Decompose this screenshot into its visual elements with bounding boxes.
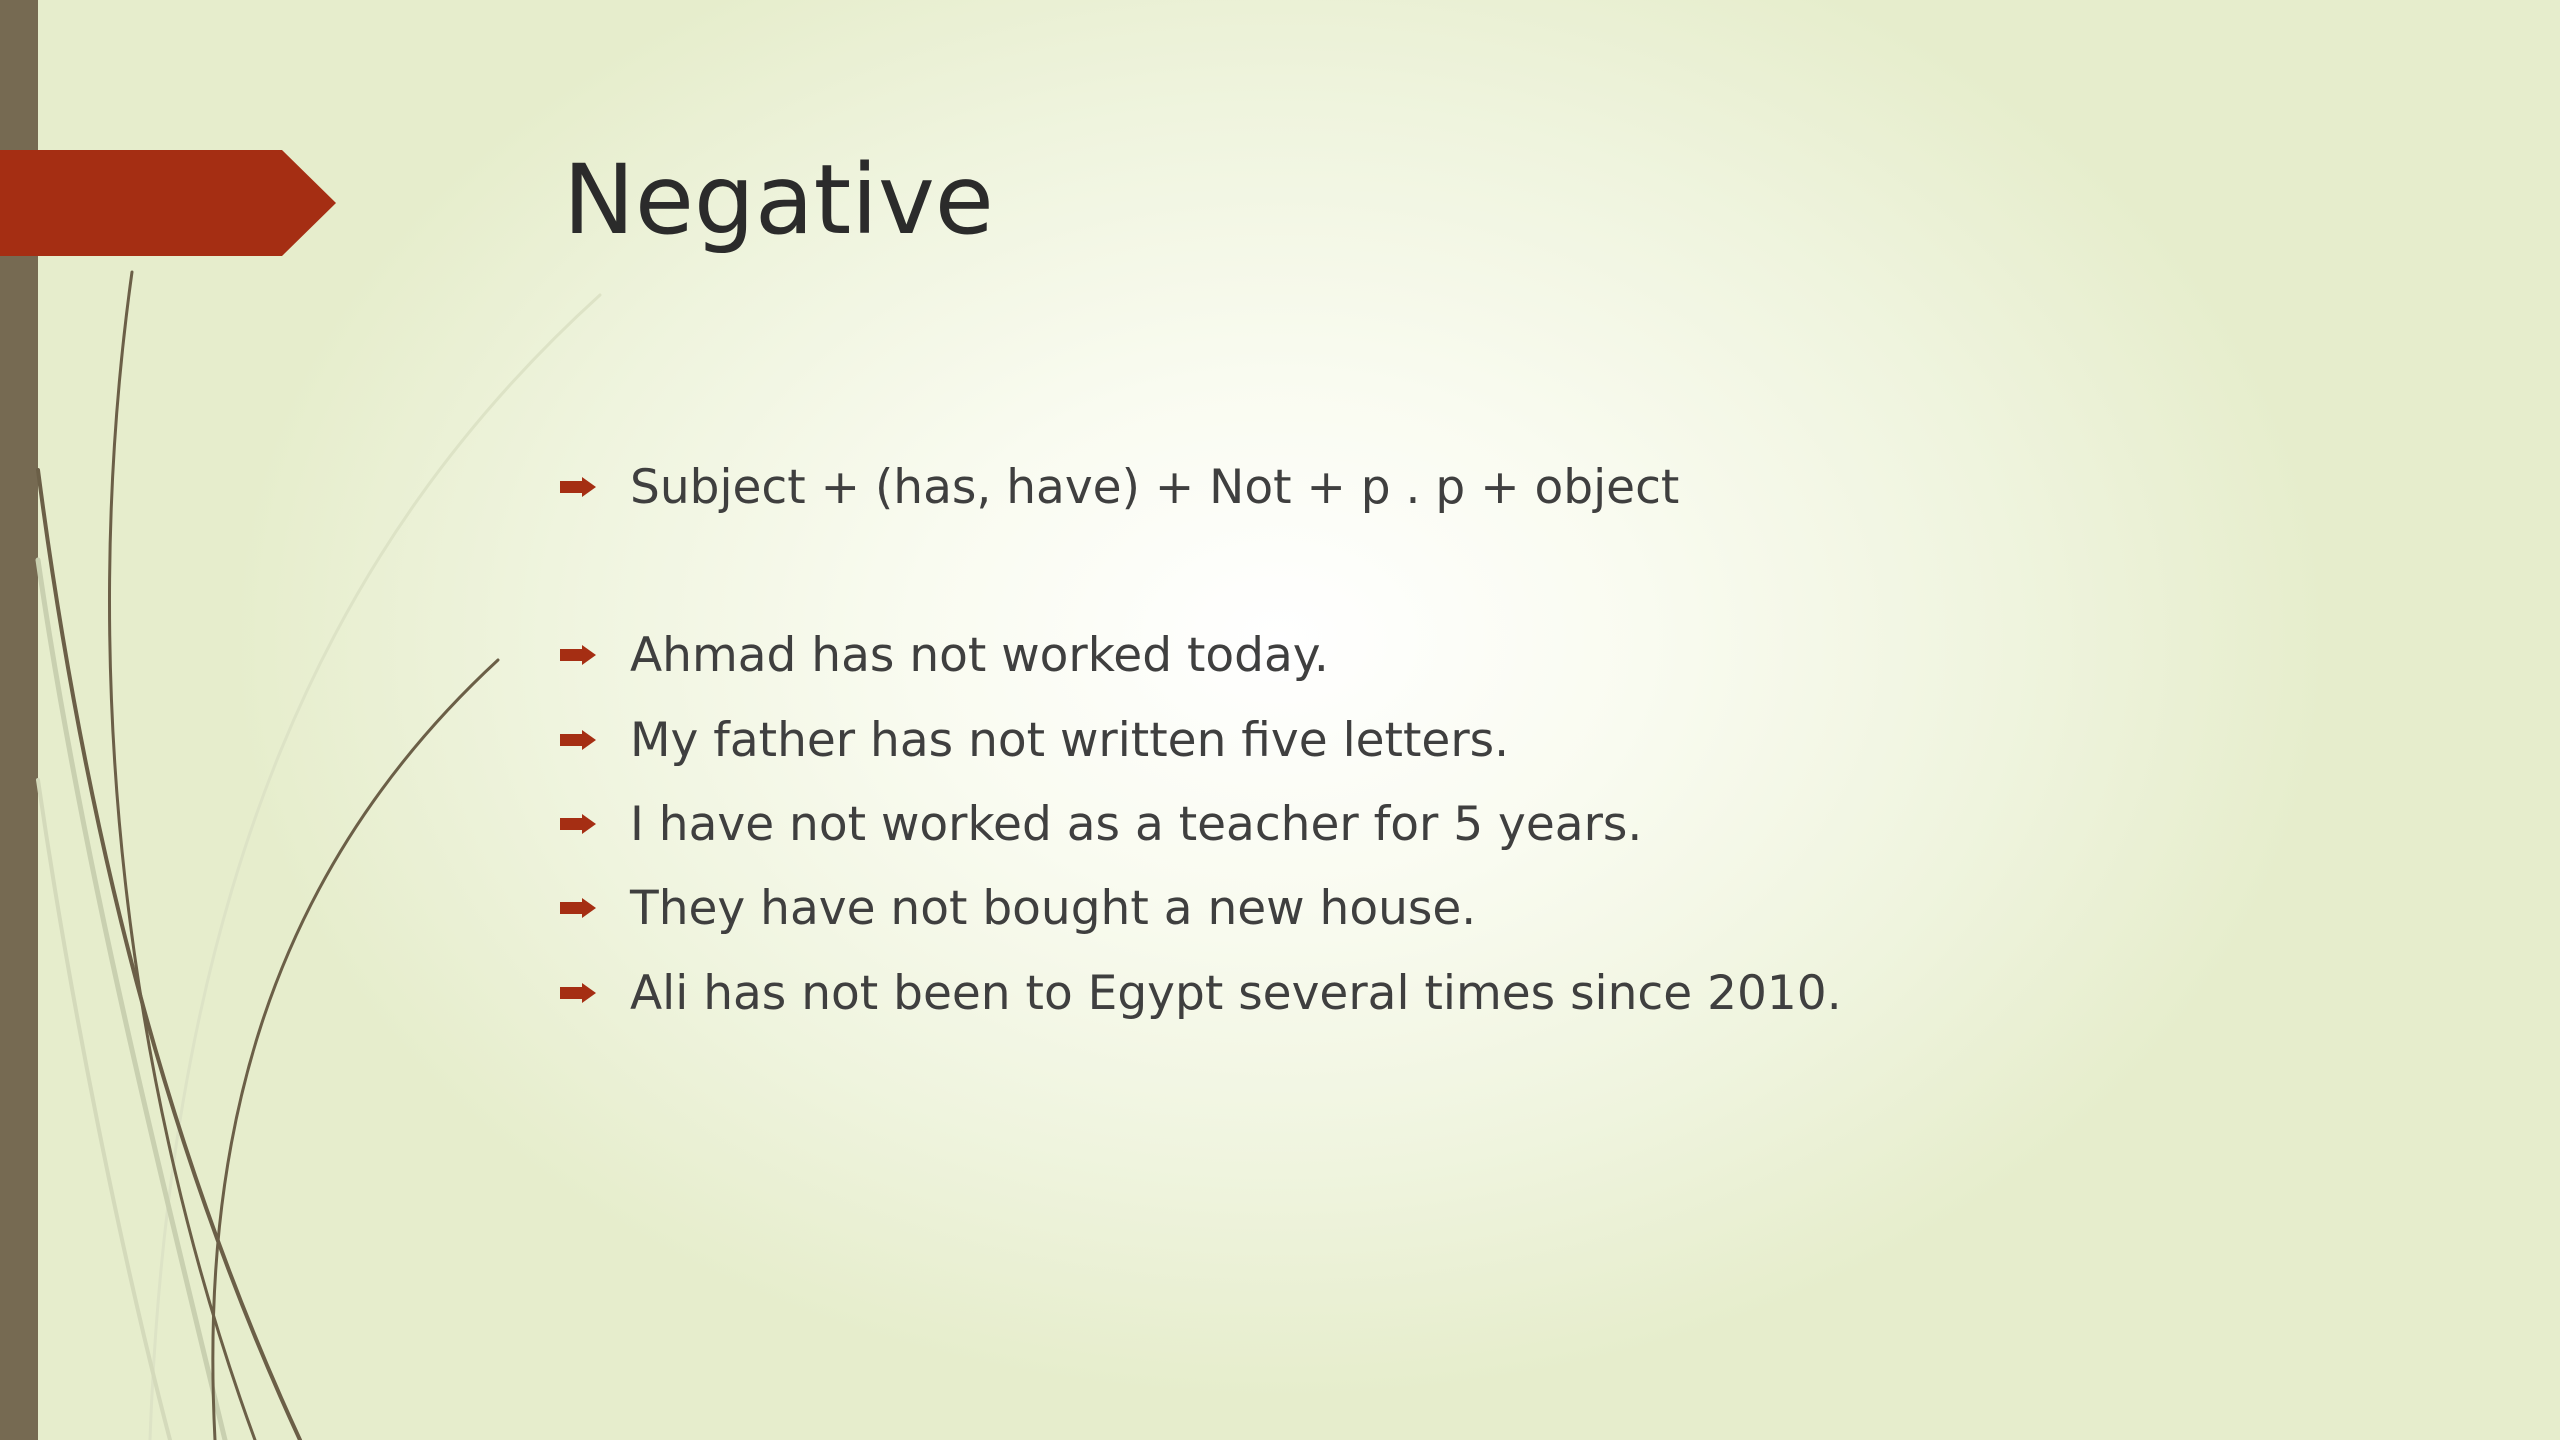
bullet-text: I have not worked as a teacher for 5 years. xyxy=(630,796,1643,852)
slide-title: Negative xyxy=(563,144,994,256)
curve-light-3 xyxy=(38,780,170,1440)
curve-dark-2 xyxy=(38,470,300,1440)
arrow-bullet-icon xyxy=(560,898,596,918)
bullet-example xyxy=(560,789,1642,859)
bullet-text: My father has not written five letters. xyxy=(630,712,1510,768)
arrow-bullet-icon xyxy=(560,814,596,834)
bullet-example xyxy=(560,620,1329,690)
curve-light-2 xyxy=(38,560,225,1440)
curve-dark-3 xyxy=(213,660,498,1440)
bullet-example xyxy=(560,705,1509,775)
bullet-text: Subject + (has, have) + Not + p . p + object xyxy=(630,459,1680,515)
bullet-example xyxy=(560,873,1476,943)
arrow-bullet-icon xyxy=(560,983,596,1003)
title-accent-tab xyxy=(0,150,336,256)
arrow-bullet-icon xyxy=(560,730,596,750)
arrow-bullet-icon xyxy=(560,645,596,665)
bullet-example xyxy=(560,958,1842,1028)
bullet-text: Ahmad has not worked today. xyxy=(630,627,1329,683)
bullet-text: Ali has not been to Egypt several times since 2010. xyxy=(630,965,1842,1021)
arrow-bullet-icon xyxy=(560,477,596,497)
bullet-text: They have not bought a new house. xyxy=(630,880,1477,936)
bullet-formula xyxy=(560,452,1679,522)
